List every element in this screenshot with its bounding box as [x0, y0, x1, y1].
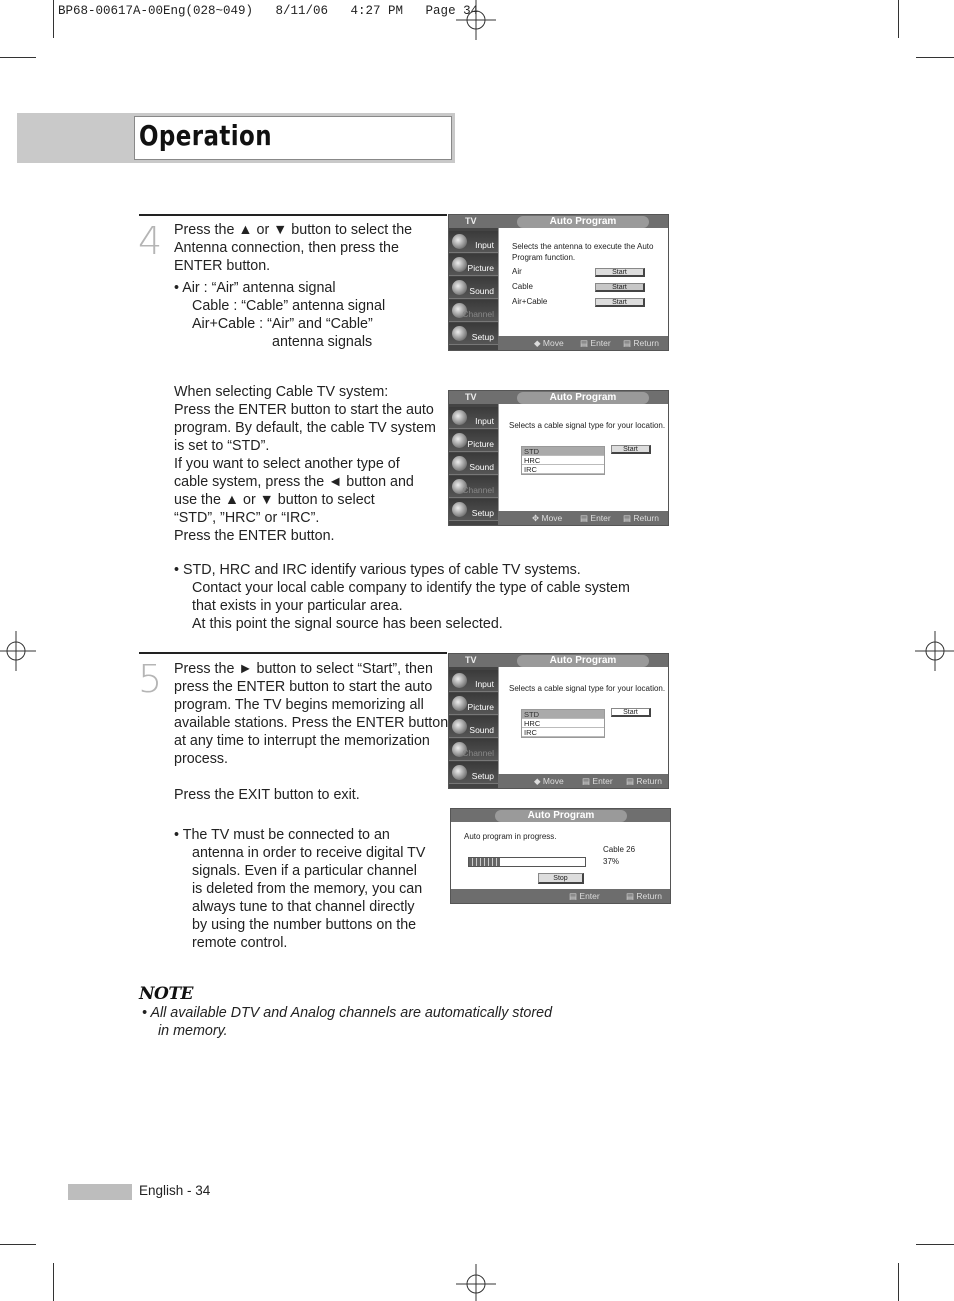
tv-menu-channel[interactable]: Channel [449, 739, 498, 761]
print-header: BP68-00617A-00Eng(028~049) 8/11/06 4:27 PM Page 34 [58, 4, 479, 18]
tv-menu-channel[interactable]: Channel [449, 476, 498, 498]
tv-screen-antenna [448, 214, 669, 351]
start-button[interactable]: Start [595, 268, 645, 277]
tv-menu-channel[interactable]: Channel [449, 300, 498, 322]
tv-sidebar [449, 667, 498, 788]
move-hint: ◆ Move [534, 776, 564, 786]
return-hint: ▤ Return [623, 338, 659, 348]
tv-message: Selects the antenna to execute the Auto Program function. [512, 242, 654, 262]
setup-icon [452, 326, 467, 341]
step5-bullet: • The TV must be connected to an antenna in order to receive digital TV signals. Even if a particular channel is deleted from the memory, you can always tune to that channel directly by using the number buttons on the remote control. [174, 827, 426, 951]
enter-hint: ▤ Enter [569, 891, 600, 901]
tv-message: Selects a cable signal type for your location. [509, 421, 666, 430]
note-heading: NOTE [139, 984, 193, 1004]
progress-fill [469, 858, 500, 866]
step4-cable-bullet: • STD, HRC and IRC identify various types of cable TV systems. Contact your local cable company to identify the type of cable system that exists in your particular area. At this point the signal source has been selected. [174, 562, 630, 632]
stop-button[interactable]: Stop [538, 873, 584, 884]
tv-menu-title: Auto Program [517, 655, 649, 667]
picture-icon [452, 696, 467, 711]
crop-mark [898, 1263, 899, 1301]
tv-screen-progress [450, 808, 671, 904]
tv-label: TV [465, 216, 477, 226]
tv-menu-input[interactable]: Input [449, 407, 498, 429]
input-icon [452, 234, 467, 249]
crop-mark [53, 1263, 54, 1301]
tv-menu-input[interactable]: Input [449, 670, 498, 692]
list-item-std[interactable]: STD [522, 710, 604, 719]
setup-icon [452, 502, 467, 517]
crop-mark [53, 0, 54, 38]
tv-option-air: Air [512, 267, 522, 276]
return-hint: ▤ Return [626, 891, 662, 901]
tv-menu-title: Auto Program [517, 216, 649, 228]
crop-mark [916, 57, 954, 58]
step4-cable-text: When selecting Cable TV system: Press the ENTER button to start the auto program. By default, the cable TV system is set to “STD”. If you want to select another type of cable system, press the ◄ button and use the ▲ or ▼ button to select “STD”, ”HRC” or “IRC”. Press the ENTER button. [174, 384, 436, 544]
tv-content [498, 667, 668, 774]
crop-mark [0, 1244, 36, 1245]
page-title: Operation [139, 119, 273, 152]
step4-antenna-bullet: • Air : “Air” antenna signal Cable : “Cable” antenna signal Air+Cable : “Air” and “Cable” antenna signals [174, 280, 386, 350]
step-divider [139, 652, 447, 654]
tv-menu-title: Auto Program [495, 810, 627, 822]
tv-menu-picture[interactable]: Picture [449, 254, 498, 276]
list-item-hrc[interactable]: HRC [522, 719, 604, 728]
list-item-std[interactable]: STD [522, 447, 604, 456]
tv-menu-sound[interactable]: Sound [449, 453, 498, 475]
step5-exit: Press the EXIT button to exit. [174, 787, 360, 803]
tv-label: TV [465, 392, 477, 402]
sound-icon [452, 280, 467, 295]
move-hint: ✥ Move [532, 513, 563, 523]
tv-option-air-cable: Air+Cable [512, 297, 548, 306]
list-item-irc[interactable]: IRC [522, 728, 604, 737]
tv-menu-title: Auto Program [517, 392, 649, 404]
start-button[interactable]: Start [595, 298, 645, 307]
start-button[interactable]: Start [611, 708, 651, 717]
list-item-irc[interactable]: IRC [522, 465, 604, 474]
crop-mark [916, 1244, 954, 1245]
tv-screen-cable-type [448, 390, 669, 526]
page-number: English - 34 [139, 1183, 211, 1198]
input-icon [452, 410, 467, 425]
registration-mark-icon [915, 631, 954, 671]
return-hint: ▤ Return [623, 513, 659, 523]
tv-label: TV [465, 655, 477, 665]
enter-hint: ▤ Enter [580, 338, 611, 348]
registration-mark-icon [456, 0, 496, 40]
tv-hint-bar [498, 336, 668, 350]
tv-menu-sound[interactable]: Sound [449, 716, 498, 738]
crop-mark [898, 0, 899, 38]
tv-hint-bar [498, 774, 668, 788]
start-button[interactable]: Start [595, 283, 645, 292]
cable-type-list[interactable] [521, 446, 605, 475]
tv-hint-bar [451, 889, 670, 903]
enter-hint: ▤ Enter [582, 776, 613, 786]
registration-mark-icon [456, 1264, 496, 1301]
note-text: • All available DTV and Analog channels are automatically stored in memory. [142, 1005, 553, 1039]
registration-mark-icon [0, 631, 36, 671]
list-item-hrc[interactable]: HRC [522, 456, 604, 465]
crop-mark [0, 57, 36, 58]
cable-type-list[interactable] [521, 709, 605, 738]
step5-text: Press the ► button to select “Start”, then press the ENTER button to start the auto program. The TV begins memorizing all available stations. Press the ENTER button at any time to interrupt the memorization process. [174, 661, 449, 767]
tv-content [498, 404, 668, 511]
step-number: 4 [138, 219, 163, 263]
step4-intro: Press the ▲ or ▼ button to select the Antenna connection, then press the ENTER button. [174, 222, 413, 274]
picture-icon [452, 257, 467, 272]
tv-message: Selects a cable signal type for your location. [509, 684, 666, 693]
progress-bar [468, 857, 586, 867]
tv-menu-input[interactable]: Input [449, 231, 498, 253]
enter-hint: ▤ Enter [580, 513, 611, 523]
tv-hint-bar [498, 511, 668, 525]
sound-icon [452, 456, 467, 471]
step-number: 5 [138, 657, 163, 701]
tv-sidebar [449, 404, 498, 525]
tv-menu-setup[interactable]: Setup [449, 499, 498, 521]
progress-channel: Cable 26 [603, 845, 636, 854]
tv-content [498, 228, 668, 336]
sound-icon [452, 719, 467, 734]
return-hint: ▤ Return [626, 776, 662, 786]
start-button[interactable]: Start [611, 445, 651, 454]
tv-menu-picture[interactable]: Picture [449, 430, 498, 452]
tv-menu-setup[interactable]: Setup [449, 323, 498, 345]
move-hint: ◆ Move [534, 338, 564, 348]
tv-option-cable: Cable [512, 282, 533, 291]
footer-band [68, 1184, 132, 1200]
progress-percent: 37% [603, 857, 620, 866]
progress-message: Auto program in progress. [464, 832, 557, 841]
tv-sidebar [449, 228, 498, 350]
tv-screen-start [448, 653, 669, 789]
tv-menu-sound[interactable]: Sound [449, 277, 498, 299]
picture-icon [452, 433, 467, 448]
tv-menu-picture[interactable]: Picture [449, 693, 498, 715]
setup-icon [452, 765, 467, 780]
tv-menu-setup[interactable]: Setup [449, 762, 498, 784]
input-icon [452, 673, 467, 688]
step-divider [139, 214, 447, 216]
